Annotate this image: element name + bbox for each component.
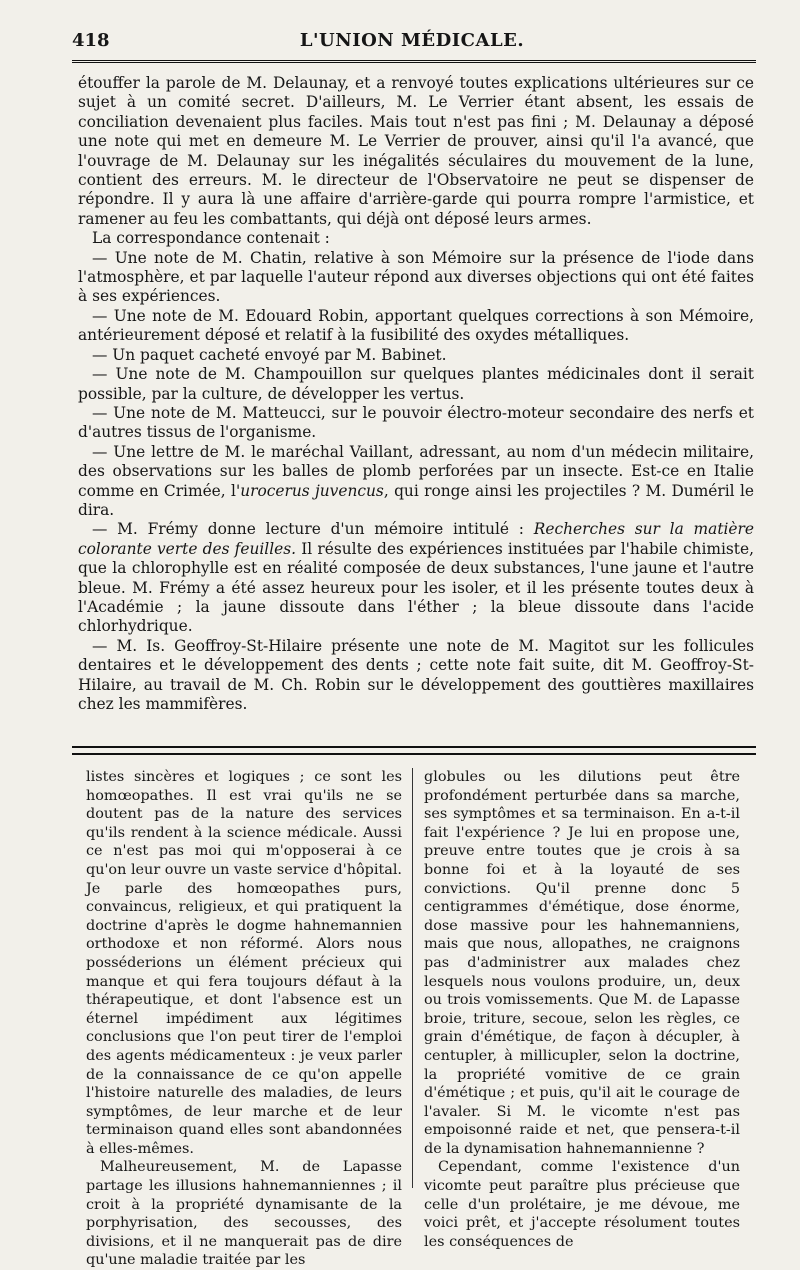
article-paragraph bbox=[78, 443, 754, 521]
column-rule bbox=[412, 768, 413, 1188]
article-paragraph: — Une note de M. Edouard Robin, apportant quelques corrections à son Mémoire, antérieurement déposé et relatif à la fusibilité des oxydes métalliques. bbox=[78, 306, 754, 345]
article-paragraph: La correspondance contenait : bbox=[92, 229, 330, 248]
feuilleton-left-column bbox=[86, 768, 402, 1270]
page-number: 418 bbox=[72, 30, 110, 51]
italic-species-name: urocerus juvencus bbox=[240, 481, 384, 500]
column-paragraph: Cependant, comme l'existence d'un vicomte peut paraître plus précieuse que celle d'un prolétaire, je me dévoue, me voici prêt, et j'accepte résolument toutes les conséquences de bbox=[424, 1159, 740, 1250]
article-paragraph: étouffer la parole de M. Delaunay, et a renvoyé toutes explications ultérieures sur ce sujet à un comité secret. D'ailleurs, M. Le Verrier étant absent, les essais de conciliation devenaient plus faciles. Mais tout n'est pas fini ; M. Delaunay a déposé une note qui met en demeure M. Le Verrier de prouver, ainsi qu'il l'a avancé, que l'ouvrage de M. Delaunay sur les inégalités séculaires du mouvement de la lune, contient des erreurs. M. le directeur de l'Observatoire ne peut se dispenser de répondre. Il y aura là une affaire d'arrière-garde qui pourra rompre l'armistice, et ramener au feu les combattants, qui déjà ont déposé leurs armes. bbox=[78, 74, 754, 228]
page-header bbox=[72, 30, 752, 54]
column-paragraph: Malheureusement, M. de Lapasse partage les illusions hahnemanniennes ; il croit à la propriété dynamisante de la porphyrisation, des secousses, des divisions, et il ne manquerait pas de dire qu'une maladie traitée par les bbox=[86, 1159, 402, 1269]
paragraph-text: , qui ronge ainsi les projectiles ? M. Duméril le dira. bbox=[78, 481, 754, 519]
column-paragraph: listes sincères et logiques ; ce sont les homœopathes. Il est vrai qu'ils ne se doutent pas de la nature des services qu'ils rendent à la science médicale. Aussi ce n'est pas moi qui m'opposerai à ce qu'on leur ouvre un vaste service d'hôpital. Je parle des homœopathes purs, convaincus, religieux, et qui pratiquent la doctrine d'après le dogme hahnemannien orthodoxe et non réformé. Alors nous posséderions un élément précieux qui manque et qui fera toujours défaut à la thérapeutique, et dont l'absence est un éternel impédiment aux légitimes conclusions que l'on peut tirer de l'emploi des agents médicamenteux : je veux parler de la connaissance de ce qu'on appelle l'histoire naturelle des maladies, de leurs symptômes, de leur marche et de leur terminaison quand elles sont abandonnées à elles-mêmes. bbox=[86, 769, 403, 1157]
article-paragraph: — Une note de M. Matteucci, sur le pouvoir électro-moteur secondaire des nerfs et d'autres tissus de l'organisme. bbox=[78, 403, 754, 442]
main-article bbox=[78, 74, 754, 714]
article-paragraph: — Un paquet cacheté envoyé par M. Babinet. bbox=[92, 345, 447, 364]
article-paragraph: — Une note de M. Champouillon sur quelques plantes médicinales dont il serait possible, par la culture, de développer les vertus. bbox=[78, 365, 754, 403]
article-paragraph bbox=[78, 520, 754, 636]
italic-memoir-title: Recherches sur la matière colorante verte des feuilles. bbox=[78, 520, 754, 558]
paragraph-text: — M. Frémy donne lecture d'un mémoire intitulé : bbox=[92, 520, 534, 539]
article-paragraph: — M. Is. Geoffroy-St-Hilaire présente une note de M. Magitot sur les follicules dentaires et le développement des dents ; cette note fait suite, dit M. Geoffroy-St-Hilaire, au travail de M. Ch. Robin sur le développement des gouttières maxillaires chez les mammifères. bbox=[78, 636, 754, 713]
paragraph-text: Il résulte des expériences instituées par l'habile chimiste, que la chlorophylle est en réalité composée de deux substances, l'une jaune et l'autre bleue. M. Frémy a été assez heureux pour les isoler, et il les présente toutes deux à l'Académie ; la jaune dissoute dans l'éther ; la bleue dissoute dans l'acide chlorhydrique. bbox=[78, 539, 754, 636]
article-paragraph: — Une note de M. Chatin, relative à son Mémoire sur la présence de l'iode dans l'atmosphère, et par laquelle l'auteur répond aux diverses objections qui ont été faites à ses expériences. bbox=[78, 248, 754, 306]
column-paragraph: globules ou les dilutions peut être profondément perturbée dans sa marche, ses symptômes et sa terminaison. En a-t-il fait l'expérience ? Je lui en propose une, preuve entre toutes que je crois à sa bonne foi et à la loyauté de ses convictions. Qu'il prenne donc 5 centigrammes d'émétique, dose énorme, dose massive pour les hahnemanniens, mais que nous, allopathes, ne craignons pas d'administrer aux malades chez lesquels nous voulons produire, un, deux ou trois vomissements. Que M. de Lapasse broie, triture, secoue, selon les règles, ce grain d'émétique, de façon à décupler, à centupler, à millicupler, selon la doctrine, la propriété vomitive de ce grain d'émétique ; et puis, qu'il ait le courage de l'avaler. Si M. le vicomte n'est pas empoisonné raide et net, que pensera-t-il de la dynamisation hahnemannienne ? bbox=[424, 769, 740, 1157]
header-rule bbox=[72, 60, 756, 63]
running-title: L'UNION MÉDICALE. bbox=[299, 30, 525, 51]
feuilleton-right-column bbox=[424, 768, 740, 1251]
paragraph-text: — Une lettre de M. le maréchal Vaillant, adressant, au nom d'un médecin militaire, des observations sur les balles de plomb perforées par un insecte. Est-ce en Italie comme en Crimée, l' bbox=[78, 442, 754, 500]
feuilleton-divider bbox=[72, 746, 756, 755]
